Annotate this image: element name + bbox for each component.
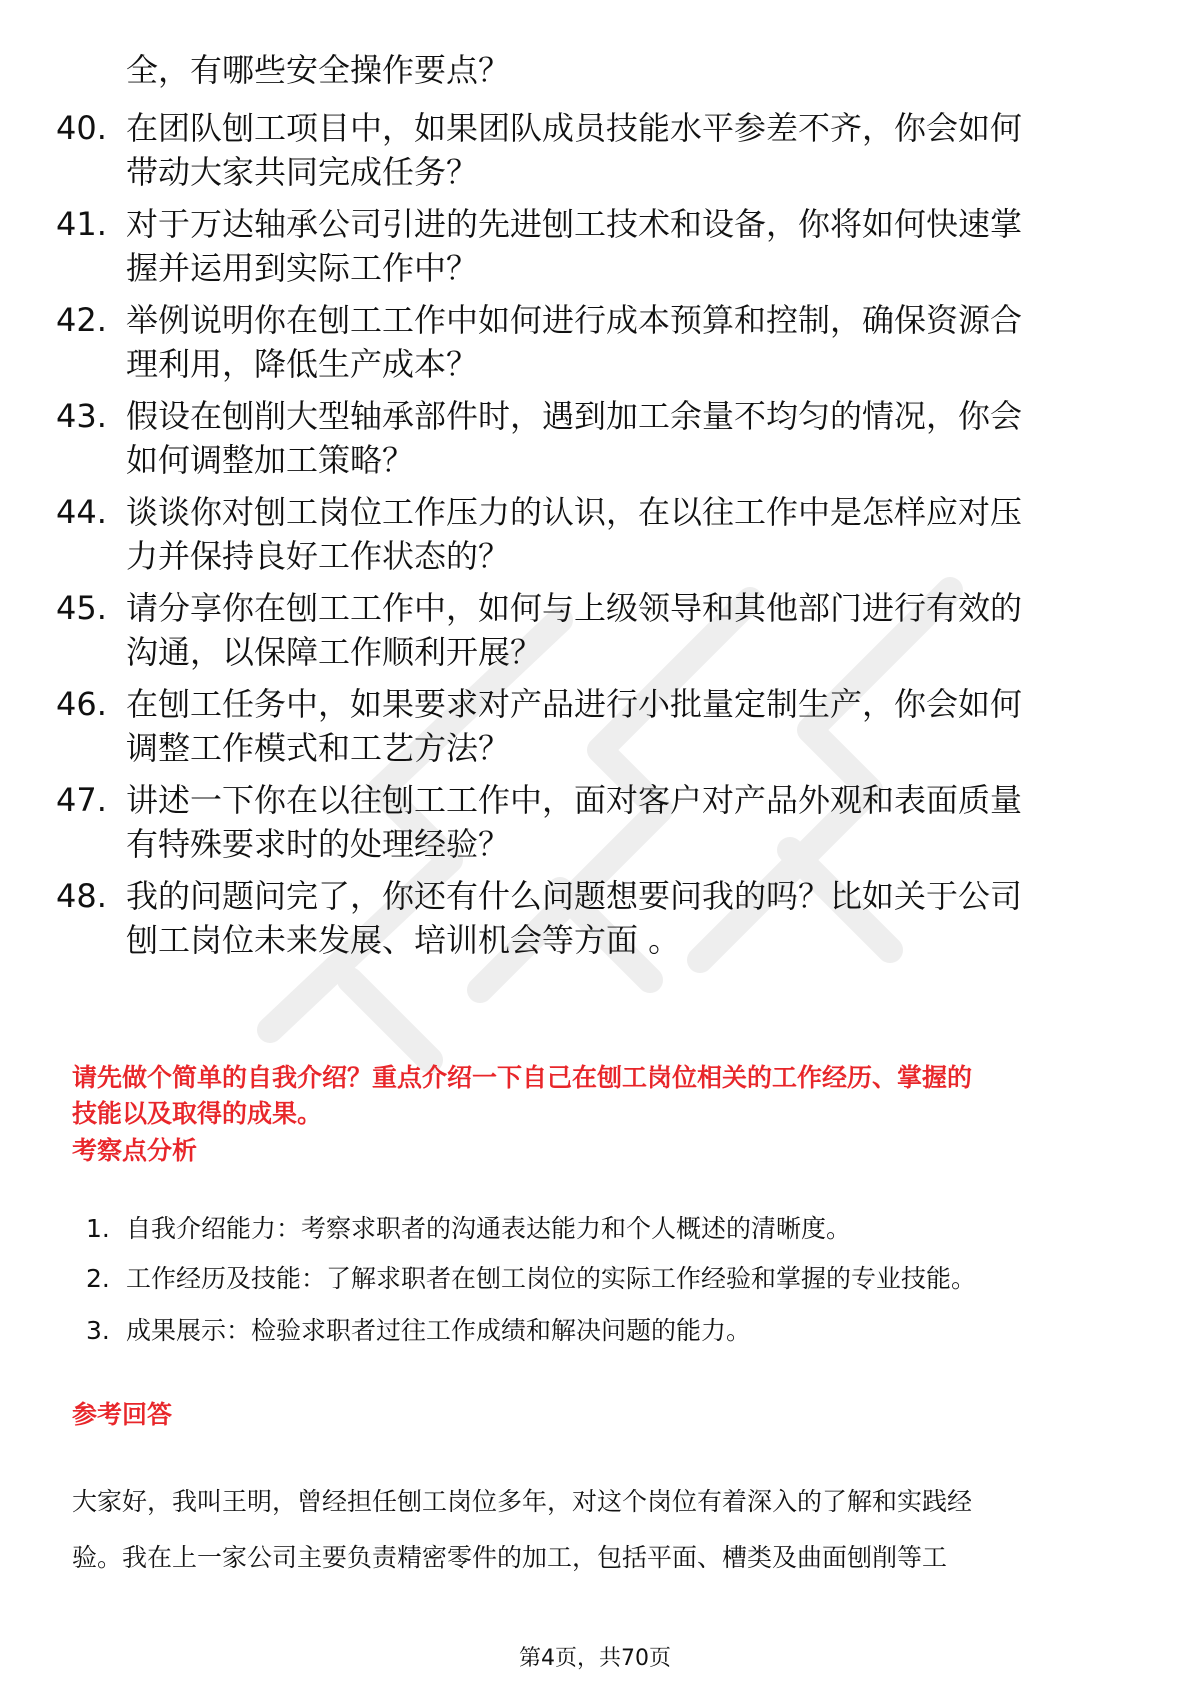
question-line: 请分享你在刨工工作中，如何与上级领导和其他部门进行有效的: [126, 589, 1023, 627]
answer-line: 大家好，我叫王明，曾经担任刨工岗位多年，对这个岗位有着深入的了解和实践经: [72, 1487, 973, 1516]
question-text: [126, 298, 1116, 386]
highlight-question-line: 技能以及取得的成果。: [72, 1099, 323, 1128]
question-line: 举例说明你在刨工工作中如何进行成本预算和控制，确保资源合: [126, 301, 1023, 339]
question-text: [126, 490, 1116, 578]
question-text: [126, 106, 1116, 194]
question-line: 在刨工任务中，如果要求对产品进行小批量定制生产，你会如何: [126, 685, 1023, 723]
question-number: 45.: [56, 589, 107, 627]
question-number: 43.: [56, 397, 107, 435]
answer-line: 验。我在上一家公司主要负责精密零件的加工，包括平面、槽类及曲面刨削等工: [72, 1543, 948, 1572]
question-number: 44.: [56, 493, 107, 531]
highlight-question-line: 请先做个简单的自我介绍？重点介绍一下自己在刨工岗位相关的工作经历、掌握的: [72, 1063, 973, 1092]
question-line: 如何调整加工策略？: [126, 441, 415, 479]
question-continued-text: 全，有哪些安全操作要点？: [126, 51, 511, 89]
question-text: [126, 394, 1116, 482]
question-line: 对于万达轴承公司引进的先进刨工技术和设备，你将如何快速掌: [126, 205, 1023, 243]
question-text: [126, 778, 1116, 866]
question-line: 假设在刨削大型轴承部件时，遇到加工余量不均匀的情况，你会: [126, 397, 1023, 435]
point-number: 3.: [86, 1316, 110, 1345]
highlight-question: [72, 1060, 1132, 1132]
analysis-section-title: 考察点分析: [72, 1136, 198, 1165]
question-number: 41.: [56, 205, 107, 243]
point-text: 工作经历及技能：了解求职者在刨工岗位的实际工作经验和掌握的专业技能。: [126, 1264, 977, 1293]
reference-section-title: 参考回答: [72, 1400, 173, 1429]
question-number: 47.: [56, 781, 107, 819]
question-text: [126, 682, 1116, 770]
question-line: 在团队刨工项目中，如果团队成员技能水平参差不齐，你会如何: [126, 109, 1023, 147]
question-text: [126, 202, 1116, 290]
reference-answer: [72, 1474, 1132, 1586]
question-line: 有特殊要求时的处理经验？: [126, 825, 511, 863]
question-line: 带动大家共同完成任务？: [126, 153, 479, 191]
question-line: 谈谈你对刨工岗位工作压力的认识，在以往工作中是怎样应对压: [126, 493, 1023, 531]
question-number: 40.: [56, 109, 107, 147]
question-line: 沟通，以保障工作顺利开展？: [126, 633, 543, 671]
question-line: 讲述一下你在以往刨工工作中，面对客户对产品外观和表面质量: [126, 781, 1023, 819]
question-text: [126, 586, 1116, 674]
point-number: 2.: [86, 1264, 110, 1293]
question-number: 46.: [56, 685, 107, 723]
question-line: 我的问题问完了，你还有什么问题想要问我的吗？比如关于公司: [126, 877, 1023, 915]
question-line: 刨工岗位未来发展、培训机会等方面 。: [126, 921, 681, 959]
point-text: 成果展示：检验求职者过往工作成绩和解决问题的能力。: [126, 1316, 752, 1345]
question-line: 理利用，降低生产成本？: [126, 345, 479, 383]
question-line: 力并保持良好工作状态的？: [126, 537, 511, 575]
question-number: 48.: [56, 877, 107, 915]
question-line: 握并运用到实际工作中？: [126, 249, 479, 287]
question-number: 42.: [56, 301, 107, 339]
point-number: 1.: [86, 1214, 110, 1243]
page-number: 第4页，共70页: [519, 1646, 671, 1671]
question-line: 调整工作模式和工艺方法？: [126, 729, 511, 767]
point-text: 自我介绍能力：考察求职者的沟通表达能力和个人概述的清晰度。: [126, 1214, 852, 1243]
question-text: [126, 874, 1116, 962]
